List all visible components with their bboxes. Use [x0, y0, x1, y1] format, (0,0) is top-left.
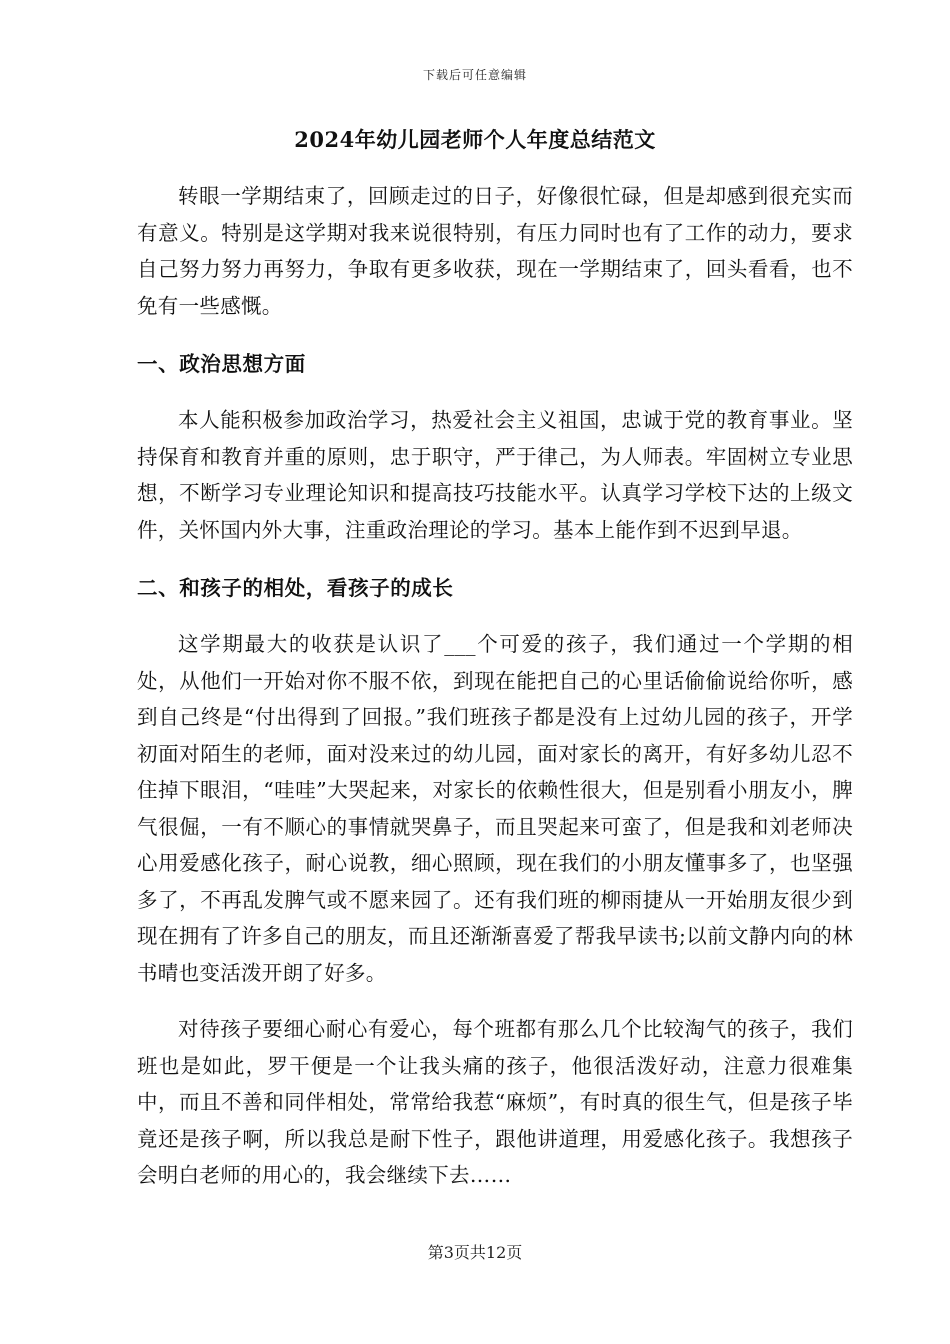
section-paragraph: 这学期最大的收获是认识了___个可爱的孩子，我们通过一个学期的相处，从他们一开始对你不服不依，到现在能把自己的心里话偷偷说给你听，感到自己终是“付出得到了回报。”我们班孩子都是没有上过幼儿园的孩子，开学初面对陌生的老师，面对没来过的幼儿园，面对家长的离开，有好多幼儿忍不住掉下眼泪，“哇哇”大哭起来，对家长的依赖性很大，但是别看小朋友小，脾气很倔，一有不顺心的事情就哭鼻子，而且哭起来可蛮了，但是我和刘老师决心用爱感化孩子，耐心说教，细心照顾，现在我们的小朋友懂事多了，也坚强多了，不再乱发脾气或不愿来园了。还有我们班的柳雨捷从一开始朋友很少到现在拥有了许多自己的朋友，而且还渐渐喜爱了帮我早读书;以前文静内向的林书晴也变活泼开朗了好多。 — [137, 632, 853, 985]
header-note: 下载后可任意编辑 — [422, 68, 527, 82]
section-paragraph: 对待孩子要细心耐心有爱心，每个班都有那么几个比较淘气的孩子，我们班也是如此，罗干便是一个让我头痛的孩子，他很活泼好动，注意力很难集中，而且不善和同伴相处，常常给我惹“麻烦”，有时真的很生气，但是孩子毕竟还是孩子啊，所以我总是耐下性子，跟他讲道理，用爱感化孩子。我想孩子会明白老师的用心的，我会继续下去…… — [137, 1017, 853, 1187]
document-body — [137, 178, 853, 1194]
document-title: 2024年幼儿园老师个人年度总结范文 — [294, 127, 656, 152]
intro-paragraph: 转眼一学期结束了，回顾走过的日子，好像很忙碌，但是却感到很充实而有意义。特别是这学期对我来说很特别，有压力同时也有了工作的动力，要求自己努力努力再努力，争取有更多收获，现在一学期结束了，回头看看，也不免有一些感慨。 — [137, 184, 853, 318]
page-footer: 第3页共12页 — [427, 1243, 523, 1262]
section-heading-politics: 一、政治思想方面 — [137, 352, 306, 376]
section-paragraph: 本人能积极参加政治学习，热爱社会主义祖国，忠诚于党的教育事业。坚持保育和教育并重的原则，忠于职守，严于律己，为人师表。牢固树立专业思想，不断学习专业理论知识和提高技巧技能水平。认真学习学校下达的上级文件，关怀国内外大事，注重政治理论的学习。基本上能作到不迟到早退。 — [137, 408, 853, 542]
section-heading-children: 二、和孩子的相处，看孩子的成长 — [137, 576, 454, 600]
